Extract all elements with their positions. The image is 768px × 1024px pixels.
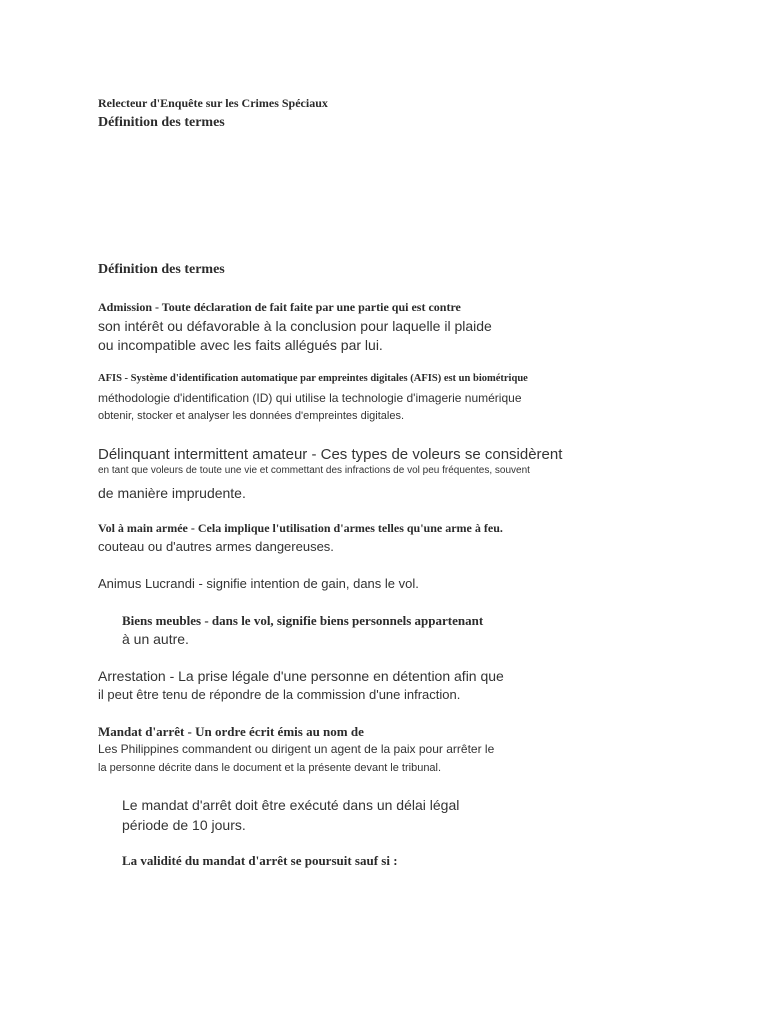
document-title: Définition des termes (98, 115, 225, 130)
afis-line-2: méthodologie d'identification (ID) qui utilise la technologie d'imagerie numérique (98, 391, 522, 405)
mandat-delai-line-2: période de 10 jours. (122, 817, 246, 833)
arrestation-line-2: il peut être tenu de répondre de la commission d'une infraction. (98, 687, 461, 702)
mandat-line-3: la personne décrite dans le document et la présente devant le tribunal. (98, 762, 442, 774)
mandat-delai-line-1: Le mandat d'arrêt doit être exécuté dans un délai légal (122, 797, 460, 813)
arrestation-line-1: Arrestation - La prise légale d'une personne en détention afin que (98, 668, 504, 684)
section-heading: Définition des termes (98, 262, 225, 277)
mandat-line-1: Mandat d'arrêt - Un ordre écrit émis au nom de (98, 724, 364, 739)
vol-main-armee-line-1: Vol à main armée - Cela implique l'utilisation d'armes telles qu'une arme à feu. (98, 521, 503, 535)
admission-line-3: ou incompatible avec les faits allégués par lui. (98, 337, 383, 353)
document-subtitle: Relecteur d'Enquête sur les Crimes Spéciaux (98, 96, 328, 110)
mandat-line-2: Les Philippines commandent ou dirigent un agent de la paix pour arrêter le (98, 742, 495, 756)
biens-meubles-line-1: Biens meubles - dans le vol, signifie biens personnels appartenant (122, 613, 484, 628)
delinquant-line-3: de manière imprudente. (98, 485, 246, 501)
vol-main-armee-line-2: couteau ou d'autres armes dangereuses. (98, 539, 334, 554)
biens-meubles-line-2: à un autre. (122, 631, 189, 647)
validite-line-1: La validité du mandat d'arrêt se poursuit sauf si : (122, 853, 398, 868)
afis-line-1: AFIS - Système d'identification automatique par empreintes digitales (AFIS) est un biométrique (98, 373, 528, 384)
afis-line-3: obtenir, stocker et analyser les données d'empreintes digitales. (98, 410, 404, 422)
delinquant-line-2: en tant que voleurs de toute une vie et commettant des infractions de vol peu fréquentes, souvent (98, 465, 530, 476)
admission-line-2: son intérêt ou défavorable à la conclusion pour laquelle il plaide (98, 318, 492, 334)
admission-line-1: Admission - Toute déclaration de fait faite par une partie qui est contre (98, 300, 461, 314)
animus-line-1: Animus Lucrandi - signifie intention de gain, dans le vol. (98, 576, 419, 591)
delinquant-line-1: Délinquant intermittent amateur - Ces types de voleurs se considèrent (98, 446, 563, 463)
